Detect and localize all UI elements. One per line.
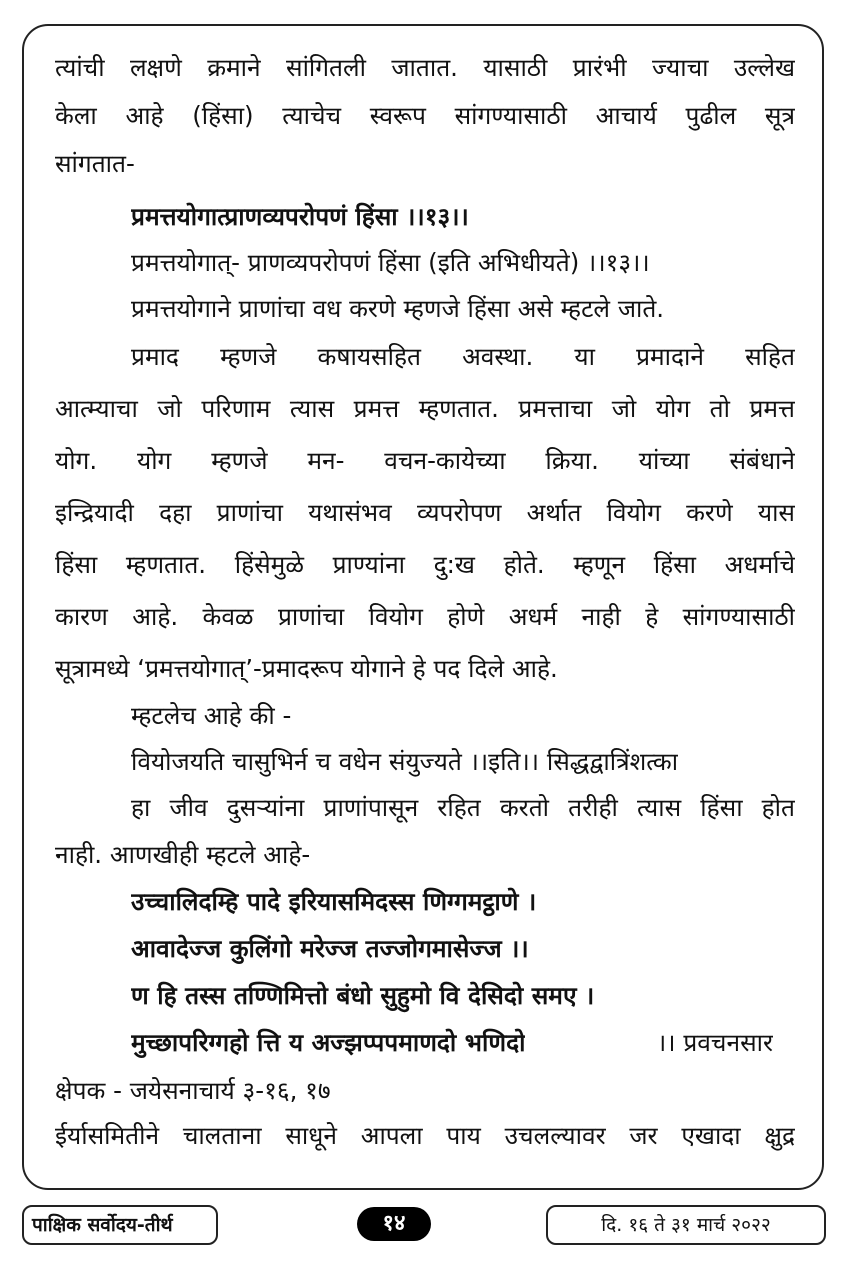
- body-line-2: केला आहे (हिंसा) त्याचेच स्वरूप सांगण्यासाठी आचार्य पुढील सूत्र: [55, 101, 795, 130]
- issue-date: दि. १६ ते ३१ मार्च २०२२: [546, 1205, 826, 1245]
- prakrit-verse-4: मुच्छापरिग्गहो त्ति य अज्झप्पपमाणदो भणिदो: [131, 1028, 526, 1057]
- source-reference: ।। प्रवचनसार: [657, 1028, 774, 1057]
- sutra-meaning: प्रमत्तयोगाने प्राणांचा वध करणे म्हणजे हिंसा असे म्हटले जाते.: [131, 294, 665, 323]
- body-line-10: इन्द्रियादी दहा प्राणांचा यथासंभव व्यपरोपण अर्थात वियोग करणे यास: [55, 498, 795, 527]
- body-line-7: प्रमाद म्हणजे कषायसहित अवस्था. या प्रमादाने सहित: [131, 342, 795, 371]
- source-reference-cont: क्षेपक - जयेसनाचार्य ३-१६, १७: [55, 1076, 331, 1105]
- sutra-split: प्रमत्तयोगात्- प्राणव्यपरोपणं हिंसा (इति अभिधीयते) ।।१३।।: [131, 248, 650, 277]
- body-line-13: सूत्रामध्ये ‘प्रमत्तयोगात्’-प्रमादरूप योगाने हे पद दिले आहे.: [55, 654, 558, 683]
- prakrit-verse-3: ण हि तस्स तण्णिमित्तो बंधो सुहुमो वि देसिदो समए ।: [131, 981, 595, 1010]
- body-line-1: त्यांची लक्षणे क्रमाने सांगितली जातात. यासाठी प्रारंभी ज्याचा उल्लेख: [55, 53, 795, 82]
- body-line-11: हिंसा म्हणतात. हिंसेमुळे प्राण्यांना दु:ख होते. म्हणून हिंसा अधर्माचे: [55, 550, 795, 579]
- prakrit-verse-1: उच्चालिदम्हि पादे इरियासमिदस्स णिग्गमट्ठाणे ।: [131, 887, 537, 916]
- quote-meaning: हा जीव दुसऱ्यांना प्राणांपासून रहित करतो तरीही त्यास हिंसा होत: [131, 793, 795, 822]
- body-line-17: नाही. आणखीही म्हटले आहे-: [55, 840, 311, 869]
- publication-name: पाक्षिक सर्वोदय-तीर्थ: [22, 1205, 218, 1245]
- prakrit-verse-2: आवादेज्ज कुलिंगो मरेज्ज तज्जोगमासेज्ज ।।: [131, 934, 529, 963]
- body-line-8: आत्म्याचा जो परिणाम त्यास प्रमत्त म्हणतात. प्रमत्ताचा जो योग तो प्रमत्त: [55, 394, 795, 423]
- body-line-9: योग. योग म्हणजे मन- वचन-कायेच्या क्रिया. यांच्या संबंधाने: [55, 446, 795, 475]
- quote-intro: म्हटलेच आहे की -: [131, 701, 292, 730]
- body-line-3: सांगतात-: [55, 149, 135, 178]
- body-line-12: कारण आहे. केवळ प्राणांचा वियोग होणे अधर्म नाही हे सांगण्यासाठी: [55, 602, 795, 631]
- sutra-verse: प्रमत्तयोगात्प्राणव्यपरोपणं हिंसा ।।१३।।: [131, 202, 469, 231]
- quote-verse: वियोजयति चासुभिर्न च वधेन संयुज्यते ।।इति।। सिद्धद्वात्रिंशत्का: [131, 747, 679, 776]
- page-number: १४: [357, 1207, 431, 1241]
- body-line-last: ईर्यासमितीने चालताना साधूने आपला पाय उचलल्यावर जर एखादा क्षुद्र: [55, 1121, 795, 1150]
